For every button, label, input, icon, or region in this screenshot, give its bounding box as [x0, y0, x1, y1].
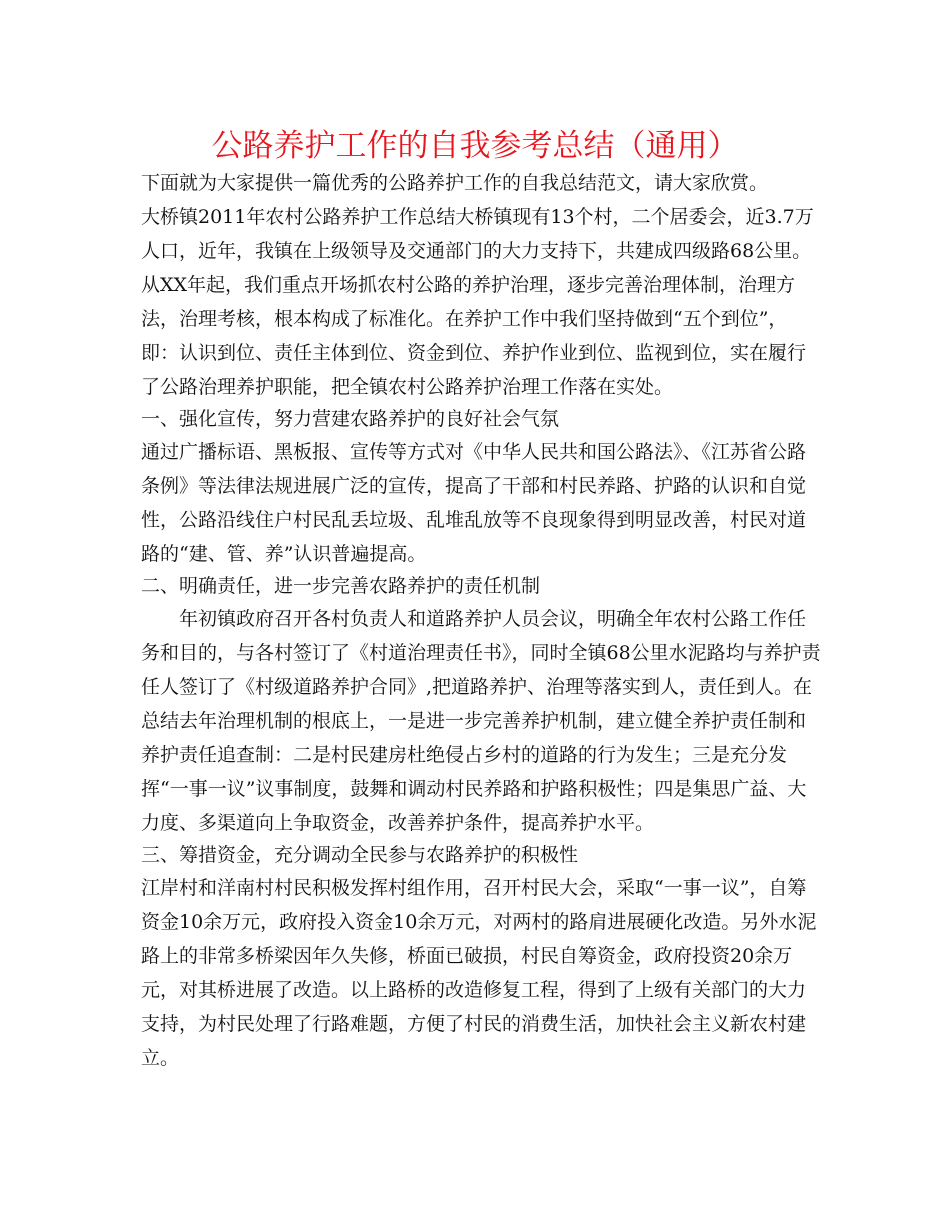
section-heading-3: 三、筹措资金，充分调动全民参与农路养护的积极性 [141, 844, 579, 866]
section-paragraph-3: 江岸村和洋南村村民积极发挥村组作用，召开村民大会，采取“一事一议”，自筹资金10余万元，政府投入资金10余万元，对两村的路肩进展硬化改造。另外水泥路上的非常多桥梁因年久失修，桥面已破损，村民自筹资金，政府投资20余万元，对其桥进展了改造。以上路桥的改造修复工程，得到了上级有关部门的大力支持，为村民处理了行路难题，方便了村民的消费生活，加快社会主义新农村建立。 [141, 877, 817, 1069]
section-paragraph-2: 年初镇政府召开各村负责人和道路养护人员会议，明确全年农村公路工作任务和目的，与各村签订了《村道治理责任书》，同时全镇68公里水泥路均与养护责任人签订了《村级道路养护合同》,把道路养护、治理等落实到人，责任到人。在总结去年治理机制的根底上，一是进一步完善养护机制，建立健全养护责任制和养护责任追查制：二是村民建房杜绝侵占乡村的道路的行为发生；三是充分发挥“一事一议”议事制度，鼓舞和调动村民养路和护路积极性；四是集思广益、大力度、多渠道向上争取资金，改善养护条件，提高养护水平。 [141, 608, 821, 834]
document-title: 公路养护工作的自我参考总结（通用） [211, 128, 739, 164]
intro-paragraph: 下面就为大家提供一篇优秀的公路养护工作的自我总结范文，请大家欣赏。 [141, 172, 769, 194]
section-heading-2: 二、明确责任，进一步完善农路养护的责任机制 [141, 575, 541, 597]
section-heading-1: 一、强化宣传，努力营建农路养护的良好社会气氛 [141, 408, 560, 430]
document-body [141, 166, 821, 1075]
summary-paragraph: 大桥镇2011年农村公路养护工作总结大桥镇现有13个村，二个居委会，近3.7万人口，近年，我镇在上级领导及交通部门的大力支持下，共建成四级路68公里。从XX年起，我们重点开场抓农村公路的养护治理，逐步完善治理体制，治理方法，治理考核，根本构成了标准化。在养护工作中我们坚持做到“五个到位”，即：认识到位、责任主体到位、资金到位、养护作业到位、监视到位，实在履行了公路治理养护职能，把全镇农村公路养护治理工作落在实处。 [141, 206, 814, 398]
section-paragraph-1: 通过广播标语、黑板报、宣传等方式对《中华人民共和国公路法》、《江苏省公路条例》等法律法规进展广泛的宣传，提高了干部和村民养路、护路的认识和自觉性，公路沿线住户村民乱丢垃圾、乱堆乱放等不良现象得到明显改善，村民对道路的“建、管、养”认识普遍提高。 [141, 441, 807, 565]
